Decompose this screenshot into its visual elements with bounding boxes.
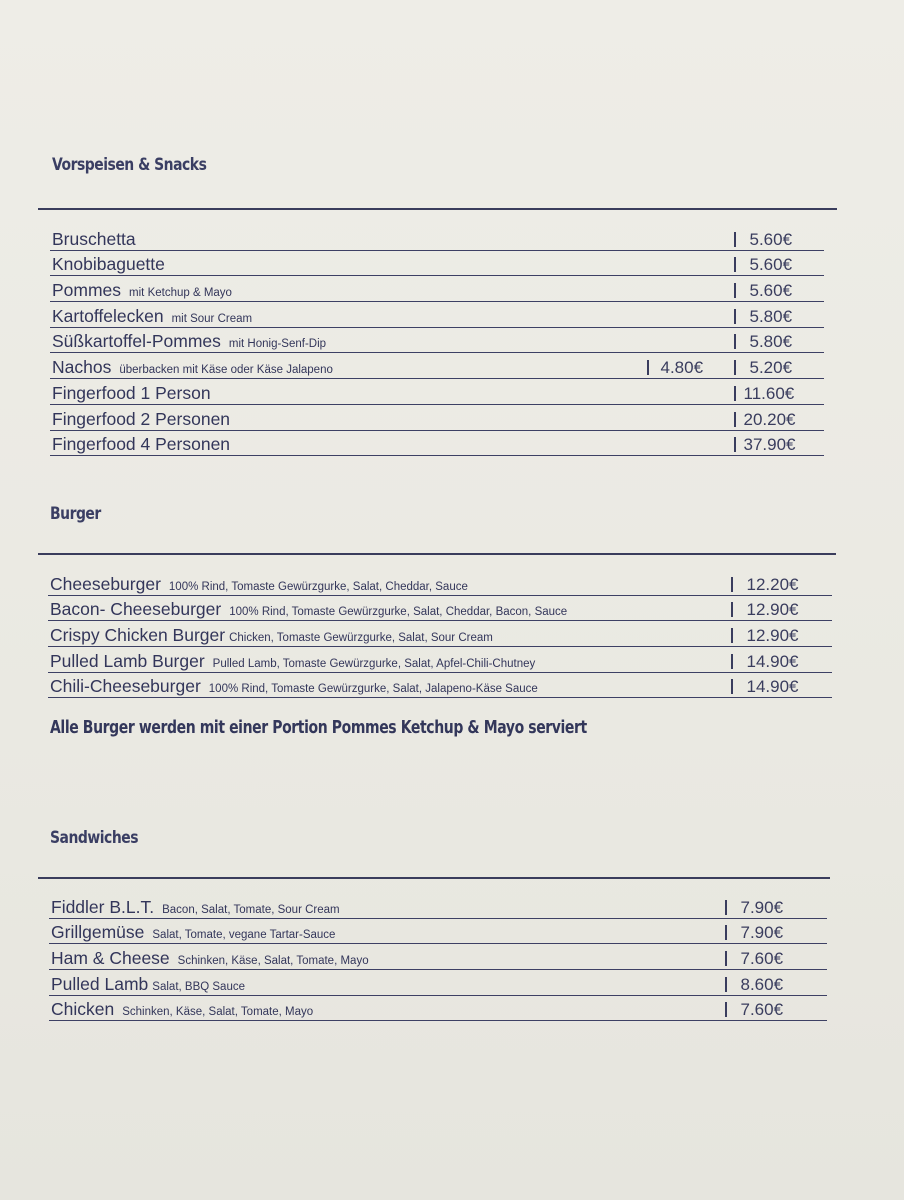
item-price: 5.60€ [749,229,793,249]
item-description: 100% Rind, Tomaste Gewürzgurke, Salat, Cheddar, Bacon, Sauce [229,606,568,619]
item-name: Kartoffelecken [52,305,164,326]
item-price: 7.60€ [740,1000,784,1020]
starters-list [50,225,824,456]
item-price-small: 4.80€ [660,358,704,378]
menu-item [49,944,827,970]
item-price: 12.90€ [746,600,799,620]
item-price: 7.90€ [740,897,784,917]
item-name: Bacon- Cheeseburger [50,599,222,620]
item-description: mit Ketchup & Mayo [129,287,232,300]
menu-item [50,353,824,379]
item-description: Bacon, Salat, Tomate, Sour Cream [162,903,340,916]
item-price: 5.20€ [749,358,793,378]
item-price: 11.60€ [743,383,795,403]
item-name: Fingerfood 1 Person [52,382,211,403]
menu-item [50,431,824,457]
item-name: Nachos [52,357,112,378]
item-name: Fingerfood 4 Personen [52,434,231,455]
item-description: Schinken, Käse, Salat, Tomate, Mayo [177,955,369,968]
item-description: 100% Rind, Tomaste Gewürzgurke, Salat, Jalapeno-Käse Sauce [208,683,538,696]
item-price: 5.60€ [749,255,793,275]
menu-item [50,276,824,302]
item-price: 5.80€ [749,306,793,326]
menu-item [50,328,824,354]
sandwiches-list [49,893,827,1021]
menu-item [50,405,824,431]
item-price: 14.90€ [746,677,799,697]
item-name: Knobibaguette [52,254,165,275]
item-name: Pulled Lamb [51,973,149,994]
section-rule [38,208,837,210]
item-price: 8.60€ [740,974,784,994]
item-description: Pulled Lamb, Tomaste Gewürzgurke, Salat, Apfel-Chili-Chutney [212,657,536,670]
burger-note: Alle Burger werden mit einer Portion Pommes Ketchup & Mayo serviert [50,718,587,738]
menu-item [48,621,832,647]
menu-item [48,673,832,699]
item-name: Chicken [51,999,115,1020]
menu-item [50,225,824,251]
item-description: mit Honig-Senf-Dip [228,338,327,351]
item-name: Fiddler B.L.T. [51,896,155,917]
item-name: Süßkartoffel-Pommes [52,331,221,352]
section-title-sandwiches: Sandwiches [50,828,139,848]
item-name: Grillgemüse [51,922,145,943]
section-title-starters: Vorspeisen & Snacks [52,155,207,175]
item-description: Schinken, Käse, Salat, Tomate, Mayo [122,1006,314,1019]
item-price: 7.90€ [740,923,784,943]
item-description: überbacken mit Käse oder Käse Jalapeno [119,364,333,377]
burger-list [48,570,832,698]
item-price: 5.80€ [749,332,793,352]
item-description: Salat, BBQ Sauce [152,980,245,993]
item-description: Chicken, Tomaste Gewürzgurke, Salat, Sour Cream [229,632,493,645]
menu-item [49,919,827,945]
item-price: 12.90€ [746,626,799,646]
item-name: Pommes [52,280,122,301]
menu-item [49,893,827,919]
item-description: mit Sour Cream [171,312,253,325]
item-price: 7.60€ [740,949,784,969]
menu-item [50,251,824,277]
menu-item [50,302,824,328]
menu-item [48,647,832,673]
item-description: 100% Rind, Tomaste Gewürzgurke, Salat, Cheddar, Sauce [168,580,468,593]
item-name: Ham & Cheese [51,948,170,969]
menu-item [48,596,832,622]
item-name: Fingerfood 2 Personen [52,408,231,429]
menu-item [49,970,827,996]
menu-item [49,996,827,1022]
item-price: 37.90€ [743,435,796,455]
section-rule [38,877,830,879]
item-name: Bruschetta [52,228,136,249]
menu-item [48,570,832,596]
item-name: Crispy Chicken Burger [50,625,226,646]
item-description: Salat, Tomate, vegane Tartar-Sauce [152,929,336,942]
item-price: 14.90€ [746,651,799,671]
item-name: Chili-Cheeseburger [50,676,201,697]
item-name: Pulled Lamb Burger [50,650,205,671]
menu-item [50,379,824,405]
item-price: 12.20€ [746,574,799,594]
item-price: 5.60€ [749,281,793,301]
section-title-burger: Burger [50,504,101,524]
section-rule [38,553,836,555]
item-price: 20.20€ [743,409,796,429]
item-name: Cheeseburger [50,573,161,594]
